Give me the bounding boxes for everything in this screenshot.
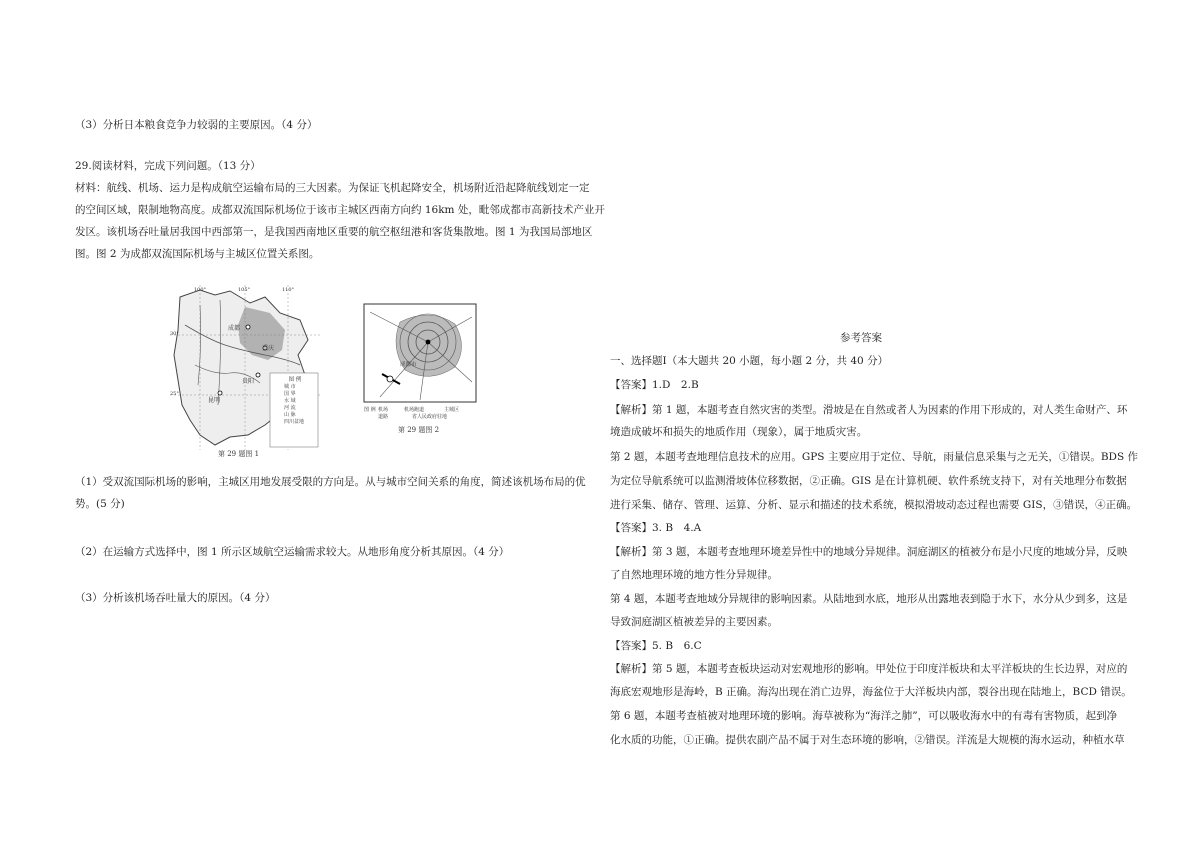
degree-label: 25° — [170, 391, 179, 397]
material-line: 图。图 2 为成都双流国际机场与主城区位置关系图。 — [75, 248, 320, 260]
answer-line: 【解析】第 5 题，本题考查板块运动对宏观地形的影响。甲处位于印度洋板块和太平洋板块的生长边界，对应的 — [610, 663, 1128, 675]
figure-2-map — [360, 302, 480, 437]
legend-item: 四川盆地 — [284, 419, 305, 425]
answer-line: 第 4 题，本题考查地域分异规律的影响因素。从陆地到水底，地形从出露地表到隐于水下，水分从少到多，这是 — [610, 593, 1128, 605]
legend-item: 水 域 — [284, 398, 296, 404]
answer-line: 化水质的功能，①正确。提供农副产品不属于对生态环境的影响，②错误。洋流是大规模的海水运动，种植水草 — [610, 734, 1125, 746]
degree-label: 110° — [282, 287, 295, 293]
answer-line: 第 6 题，本题考查植被对地理环境的影响。海草被称为“海洋之肺”，可以吸收海水中的有毒有害物质，起到净 — [610, 710, 1118, 722]
city-label: 贵阳 — [242, 378, 255, 385]
figure-caption: 第 29 题图 2 — [398, 426, 440, 434]
question-1-line: （1）受双流国际机场的影响，主城区用地发展受限的方向是。从与城市空间关系的角度，简述该机场布局的优 — [75, 476, 586, 488]
degree-label: 30° — [170, 331, 179, 337]
answer-line: 第 2 题，本题考查地理信息技术的应用。GPS 主要应用于定位、导航，雨量信息采集与之无关，①错误。BDS 作 — [610, 451, 1139, 463]
question-1-line: 势。(5 分) — [75, 498, 125, 510]
answer-line: 了自然地理环境的地方性分异规律。 — [610, 569, 778, 581]
map-legend — [274, 375, 316, 425]
material-line: 发区。该机场吞吐量居我国中西部第一，是我国西南地区重要的航空枢纽港和客货集散地。图 1 为我国局部地区 — [75, 226, 593, 238]
answer-line: 为定位导航系统可以监测滑坡体位移数据，②正确。GIS 是在计算机硬、软件系统支持下，对有关地理分布数据 — [610, 475, 1127, 487]
answer-line: 海底宏观地形是海岭，B 正确。海沟出现在消亡边界，海盆位于大洋板块内部，裂谷出现在陆地上，BCD 错误。 — [610, 686, 1132, 698]
answer-section: 一、选择题Ⅰ（本大题共 20 小题，每小题 2 分，共 40 分） — [610, 355, 889, 367]
answer-title: 参考答案 — [840, 332, 882, 344]
material-line: 材料：航线、机场、运力是构成航空运输布局的三大因素。为保证飞机起降安全，机场附近沿起降航线划定一定 — [75, 182, 590, 194]
legend-item: 山 脉 — [284, 412, 296, 418]
answer-line: 导致洞庭湖区植被差异的主要因素。 — [610, 616, 778, 628]
answer-line: 进行采集、储存、管理、运算、分析、显示和描述的技术系统，模拟滑坡动态过程也需要 GIS，③错误，④正确。 — [610, 499, 1138, 511]
degree-label: 105° — [238, 287, 251, 293]
question-29-title: 29.阅读材料，完成下列问题。（13 分） — [75, 160, 261, 172]
legend-title: 图 例 — [364, 407, 376, 413]
city-label: 昆明 — [208, 397, 221, 404]
question-2: （2）在运输方式选择中，图 1 所示区域航空运输需求较大。从地形角度分析其原因。（4 分） — [75, 546, 510, 558]
city-label: 成都 — [228, 325, 241, 332]
city-label: 成都市 — [400, 362, 417, 368]
legend-item: 河 流 — [284, 405, 296, 411]
degree-label: 100° — [194, 287, 207, 293]
answer-line: 【答案】5. B 6.C — [610, 640, 702, 652]
legend-item: 城 市 — [284, 384, 296, 390]
legend-item: 主城区 — [444, 407, 460, 413]
answer-line: 【答案】3. B 4.A — [610, 522, 702, 534]
legend-item: 国 界 — [284, 391, 296, 397]
legend-item: 机场 — [378, 407, 389, 413]
answer-line: 【解析】第 1 题，本题考查自然灾害的类型。滑坡是在自然或者人为因素的作用下形成的，对人类生命财产、环 — [610, 404, 1128, 416]
answer-line: 【解析】第 3 题，本题考查地理环境差异性中的地域分异规律。洞庭湖区的植被分布是小尺度的地域分异，反映 — [610, 546, 1128, 558]
answer-line: 境造成破坏和损失的地质作用（现象），属于地质灾害。 — [610, 426, 868, 438]
question-28-3: （3）分析日本粮食竞争力较弱的主要原因。（4 分） — [75, 119, 318, 131]
legend-item: 省人民政府驻地 — [412, 414, 448, 420]
answer-line: 【答案】1.D 2.B — [610, 379, 699, 391]
figure-caption: 第 29 题图 1 — [218, 450, 260, 458]
legend-item: 道路 — [378, 414, 389, 420]
material-line: 的空间区域，限制地物高度。成都双流国际机场位于该市主城区西南方向约 16km 处，毗邻成都市高新技术产业开 — [75, 204, 605, 216]
legend-title: 图 例 — [288, 377, 302, 383]
question-3: （3）分析该机场吞吐量大的原因。（4 分） — [75, 592, 276, 604]
legend-item: 机场跑道 — [404, 407, 425, 413]
figure-1-map — [170, 285, 320, 460]
city-label: 重庆 — [262, 345, 275, 352]
